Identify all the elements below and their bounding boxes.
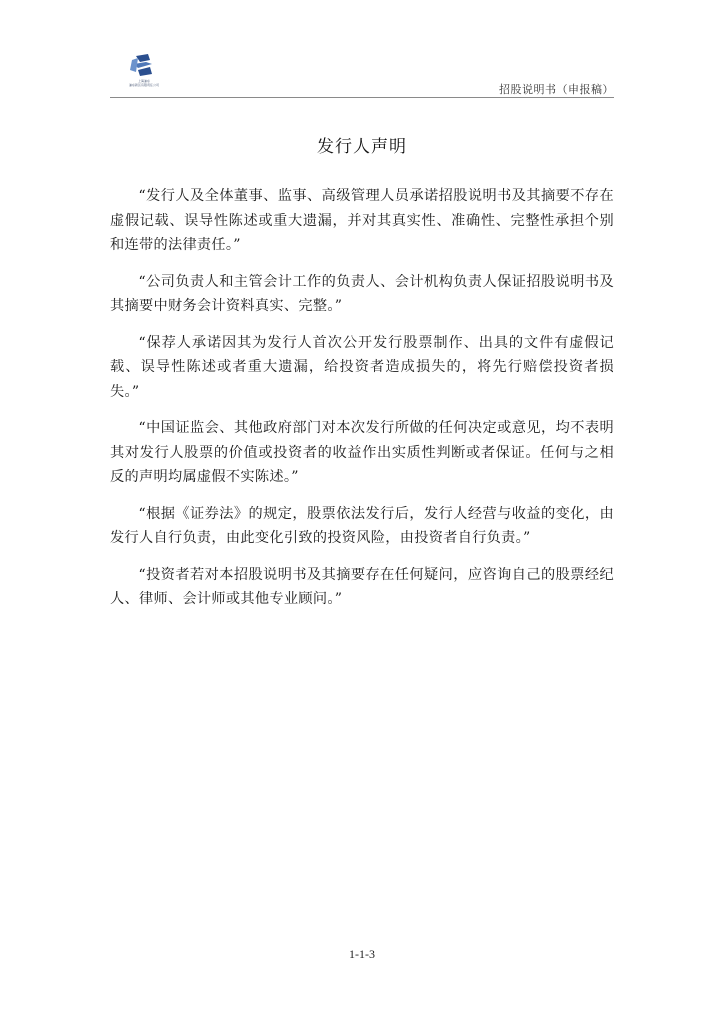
company-logo-icon bbox=[118, 52, 170, 78]
logo-text: 上海浦东 bbox=[137, 79, 150, 83]
company-logo bbox=[118, 52, 170, 92]
logo-caption bbox=[118, 79, 170, 87]
logo-subtext: 浦东新区有限责任公司 bbox=[128, 83, 159, 87]
statement-paragraph: “中国证监会、其他政府部门对本次发行所做的任何决定或意见，均不表明其对发行人股票的价值或投资者的收益作出实质性判断或者保证。任何与之相反的声明均属虚假不实陈述。” bbox=[110, 420, 614, 485]
document-body bbox=[110, 184, 614, 624]
document-title: 发行人声明 bbox=[317, 137, 407, 157]
page-number: 1-1-3 bbox=[349, 947, 375, 961]
header-divider bbox=[110, 97, 614, 98]
statement-paragraph: “保荐人承诺因其为发行人首次公开发行股票制作、出具的文件有虚假记载、误导性陈述或者重大遗漏，给投资者造成损失的，将先行赔偿投资者损失。” bbox=[110, 334, 614, 400]
statement-paragraph: “公司负责人和主管会计工作的负责人、会计机构负责人保证招股说明书及其摘要中财务会计资料真实、完整。” bbox=[110, 273, 614, 314]
statement-paragraph: “发行人及全体董事、监事、高级管理人员承诺招股说明书及其摘要不存在虚假记载、误导性陈述或重大遗漏，并对其真实性、准确性、完整性承担个别和连带的法律责任。” bbox=[110, 188, 614, 253]
statement-paragraph: “投资者若对本招股说明书及其摘要存在任何疑问，应咨询自己的股票经纪人、律师、会计师或其他专业顾问。” bbox=[110, 566, 614, 607]
running-head: 招股说明书（申报稿） bbox=[499, 83, 614, 96]
statement-paragraph: “根据《证券法》的规定，股票依法发行后，发行人经营与收益的变化，由发行人自行负责，由此变化引致的投资风险，由投资者自行负责。” bbox=[110, 505, 614, 546]
